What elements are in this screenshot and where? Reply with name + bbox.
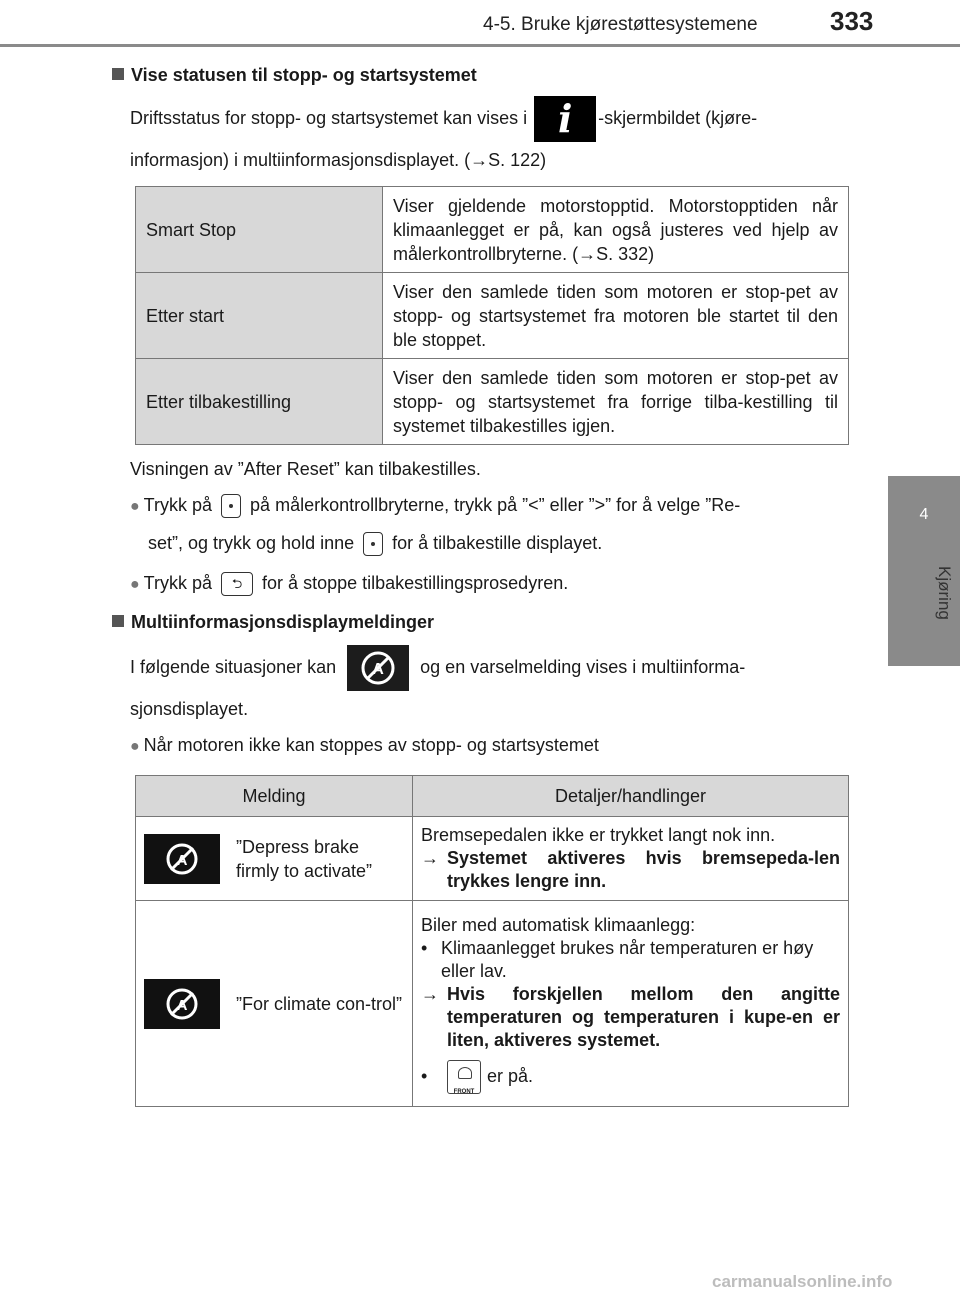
status-intro: Driftsstatus for stopp- og startsystemet kan vises i i -skjermbildet (kjøre- informasjon) i multiinformasjonsdisplayet. (→S. 122) — [130, 96, 758, 170]
front-defroster-icon: FRONT — [447, 1060, 481, 1094]
watermark: carmanualsonline.info — [712, 1272, 893, 1291]
sub-bullet-icon: • — [421, 1066, 428, 1086]
message-text: ”For climate con-trol” — [236, 993, 403, 1014]
page-number: 333 — [830, 6, 874, 36]
svg-text:A: A — [372, 661, 384, 678]
stop-start-disabled-icon — [144, 979, 220, 1029]
info-i-icon: i — [534, 96, 596, 142]
row-description: Viser gjeldende motorstopptid. Motorstopptiden når klimaanlegget er på, kan også justeres ved hjelp av målerkontrollbryterne. (→S. 332) — [383, 187, 849, 273]
table-row — [136, 273, 849, 359]
row-label: Etter start — [136, 273, 383, 359]
message-text: ”Depress brake firmly to activate” — [236, 836, 373, 881]
row-description: Viser den samlede tiden som motoren er stop-pet av stopp- og startsystemet fra forrige tilba-kestilling til systemet tilbakestilles igjen. — [383, 359, 849, 445]
messages-table — [135, 775, 849, 1107]
detail-sub1: Klimaanlegget brukes når temperaturen er høy eller lav. — [441, 937, 814, 981]
table-row — [136, 359, 849, 445]
bullet-icon: ● — [130, 576, 140, 593]
svg-text:A: A — [176, 996, 188, 1014]
row-label: Smart Stop — [136, 187, 383, 273]
status-table — [135, 186, 849, 445]
row-label: Etter tilbakestilling — [136, 359, 383, 445]
messages-bullet: ● Når motoren ikke kan stoppes av stopp- og startsystemet — [130, 735, 599, 755]
page-content — [112, 60, 852, 1107]
section-heading-status: Vise statusen til stopp- og startsystemet — [112, 60, 852, 90]
bullet-icon: ● — [130, 738, 140, 755]
detail-text: Bremsepedalen ikke er trykket langt nok inn. — [421, 825, 776, 845]
table-row — [136, 187, 849, 273]
header-details: Detaljer/handlinger — [413, 776, 849, 817]
action-text: Systemet aktiveres hvis bremsepeda-len trykkes lengre inn. — [447, 848, 840, 891]
stop-start-disabled-icon — [144, 834, 220, 884]
sub-bullet-icon: • — [421, 937, 428, 958]
stop-reset-bullet: ● Trykk på ⮌ for å stoppe tilbakestillingsprosedyren. — [130, 565, 852, 603]
meter-control-button-icon — [363, 532, 383, 556]
messages-intro: I følgende situasjoner kan A og en varselmelding vises i multiinforma- sjonsdisplayet. — [130, 645, 852, 727]
row-description: Viser den samlede tiden som motoren er stop-pet av stopp- og startsystemet fra motoren ble startet til den ble stoppet. — [383, 273, 849, 359]
svg-text:A: A — [176, 851, 188, 869]
table-header-row — [136, 776, 849, 817]
back-button-icon: ⮌ — [221, 572, 253, 596]
arrow-icon: → — [421, 983, 439, 1004]
square-bullet-icon — [112, 68, 124, 80]
stop-start-disabled-icon — [347, 645, 409, 691]
chapter-label: Kjøring — [935, 566, 954, 620]
table-row — [136, 901, 849, 1107]
action-text: Hvis forskjellen mellom den angitte temperaturen og temperaturen i kupe-en er liten, aktiveres systemet. — [447, 983, 840, 1050]
table-row — [136, 817, 849, 901]
section-heading-messages: Multiinformasjonsdisplaymeldinger — [112, 607, 852, 637]
detail-intro: Biler med automatisk klimaanlegg: — [421, 914, 696, 935]
reset-note: Visningen av ”After Reset” kan tilbakestilles. — [130, 459, 481, 479]
header-message: Melding — [136, 776, 413, 817]
meter-control-button-icon — [221, 494, 241, 518]
bullet-icon: ● — [130, 498, 140, 515]
reset-bullet: ● Trykk på på målerkontrollbryterne, trykk på ”<” eller ”>” for å velge ”Re- set”, og trykk og hold inne for å tilbakestille displayet. — [130, 487, 852, 561]
chapter-number: 4 — [919, 506, 929, 523]
header-section-title: 4-5. Bruke kjørestøttesystemene — [483, 14, 758, 35]
detail-sub2: er på. — [487, 1066, 534, 1086]
square-bullet-icon — [112, 615, 124, 627]
arrow-icon: → — [421, 848, 439, 868]
header-divider — [0, 44, 960, 47]
